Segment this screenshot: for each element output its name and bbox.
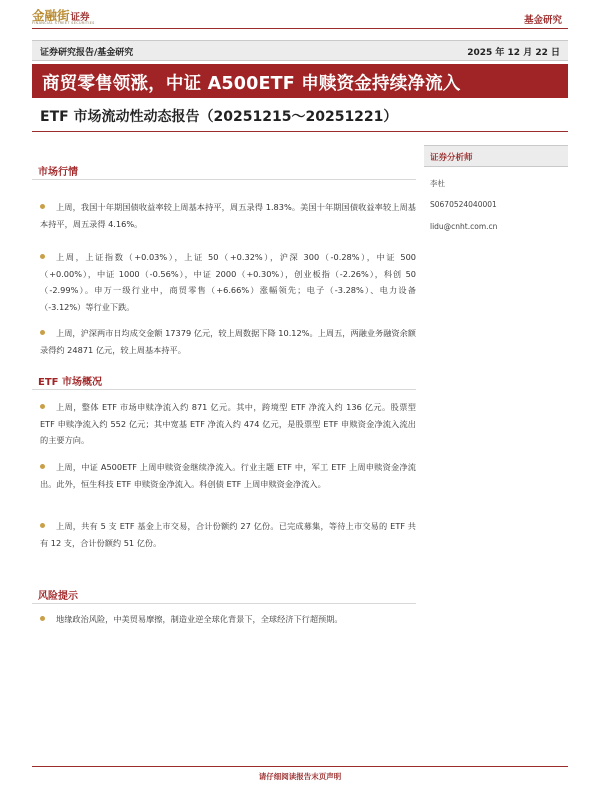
header-divider	[32, 28, 568, 29]
bullet-text: 上周，我国十年期国债收益率较上周基本持平，周五录得 1.83%。美国十年期国债收益率较上周基本持平，周五录得 4.16%。	[40, 202, 416, 229]
report-date: 2025 年 12 月 22 日	[467, 48, 560, 58]
footer-divider	[32, 766, 568, 767]
section-divider	[32, 179, 416, 180]
report-subtitle: ETF 市场流动性动态报告（20251215～20251221）	[40, 109, 398, 125]
company-logo	[32, 6, 142, 28]
analyst-heading: 证券分析师	[430, 153, 473, 163]
logo-main-text: 金融街	[32, 8, 70, 23]
bullet-text: 上周，沪深两市日均成交金额 17379 亿元，较上周数据下降 10.12%。上周五，两融业务融资余额录得约 24871 亿元，较上周基本持平。	[40, 328, 416, 355]
logo-subtitle: FINANCIAL STREET SECURITIES	[32, 21, 95, 25]
subtitle-divider	[32, 131, 568, 132]
report-type: 证券研究报告/基金研究	[40, 48, 134, 58]
section-title: ETF 市场概况	[38, 377, 102, 388]
bullet-text: 上周，共有 5 支 ETF 基金上市交易，合计份额约 27 亿份。已完成募集，等待上市交易的 ETF 共有 12 支，合计份额约 51 亿份。	[40, 521, 416, 548]
analyst-name: 李杜	[430, 179, 445, 188]
bullet-text: 上周，整体 ETF 市场申赎净流入约 871 亿元。其中，跨境型 ETF 净流入约 136 亿元。股票型 ETF 申赎净流入约 552 亿元；其中宽基 ETF 净流入约 474 亿元，是股票型 ETF 申赎资金净流入流出的主要方向。	[40, 402, 416, 445]
report-category: 基金研究	[523, 15, 562, 26]
bullet-text: 上周，中证 A500ETF 上周申赎资金继续净流入。行业主题 ETF 中，军工 ETF 上周申赎资金净流出。此外，恒生科技 ETF 申赎资金净流入。科创债 ETF 上周申赎资金净流入。	[40, 462, 416, 489]
footer-disclaimer: 请仔细阅读报告末页声明	[258, 772, 342, 781]
analyst-email[interactable]: lidu@cnht.com.cn	[430, 222, 498, 231]
analyst-license: S0670524040001	[430, 200, 497, 209]
bullet-text: 上周，上证指数（+0.03%），上证 50（+0.32%），沪深 300（-0.28%），中证 500（+0.00%），中证 1000（-0.56%），中证 2000（+0.30%），创业板指（-2.26%），科创 50（-2.99%）。申万一级行业中，商贸零售（+6.66%）涨幅领先；电子（-3.28%）、电力设备（-3.12%）等行业下跌。	[40, 252, 416, 312]
report-title: 商贸零售领涨，中证 A500ETF 申赎资金持续净流入	[42, 74, 461, 94]
section-divider	[32, 603, 416, 604]
logo-sec-text: 证券	[70, 12, 90, 23]
section-divider	[32, 389, 416, 390]
section-title: 市场行情	[38, 167, 78, 178]
title-banner	[32, 64, 568, 98]
section-title: 风险提示	[38, 591, 78, 602]
analyst-header	[424, 145, 568, 167]
bullet-text: 地缘政治风险，中美贸易摩擦，制造业逆全球化背景下，全球经济下行超预期。	[56, 614, 343, 624]
meta-bar	[32, 40, 568, 61]
